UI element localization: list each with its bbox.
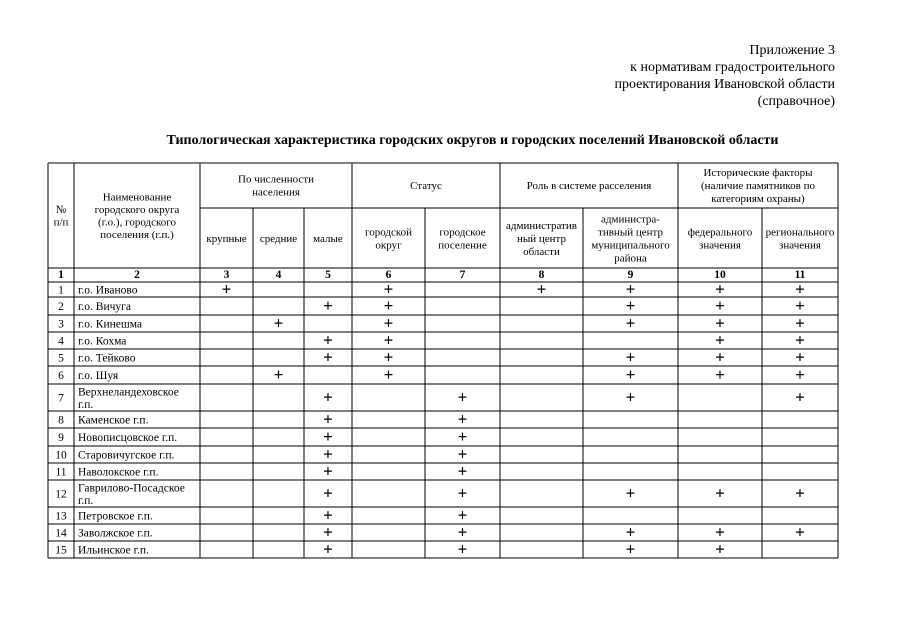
row-number: 4 xyxy=(58,335,64,348)
plus-mark: + xyxy=(323,347,333,367)
plus-mark: + xyxy=(383,365,394,384)
row-name: Каменское г.п. xyxy=(78,414,149,427)
row-name: Верхнеландеховское г.п. xyxy=(78,386,179,411)
plus-mark: + xyxy=(625,522,636,542)
plus-mark: + xyxy=(323,483,333,503)
row-name: Заволжское г.п. xyxy=(78,527,153,540)
plus-mark: + xyxy=(323,461,333,481)
appendix-line: Приложение 3 xyxy=(749,43,835,58)
plus-mark: + xyxy=(323,522,333,542)
column-number: 6 xyxy=(385,269,392,281)
plus-mark: + xyxy=(323,387,333,407)
plus-mark: + xyxy=(795,347,805,367)
plus-mark: + xyxy=(795,313,805,333)
plus-mark: + xyxy=(625,539,636,559)
row-name: Гаврилово-Посадское г.п. xyxy=(78,482,185,507)
plus-mark: + xyxy=(457,461,468,481)
row-number: 11 xyxy=(55,466,67,479)
plus-mark: + xyxy=(457,483,468,503)
column-number: 4 xyxy=(275,269,282,281)
column-number: 3 xyxy=(223,269,230,281)
header-urban-settlement: городское поселение xyxy=(438,226,487,252)
plus-mark: + xyxy=(795,483,805,503)
column-number: 2 xyxy=(134,269,140,281)
header-status: Статус xyxy=(410,180,442,192)
plus-mark: + xyxy=(625,387,636,407)
header-name: Наименование городского округа (г.о.), городского поселения (г.п.) xyxy=(94,191,180,241)
plus-mark: + xyxy=(383,279,394,299)
row-number: 10 xyxy=(55,449,67,462)
plus-mark: + xyxy=(273,313,284,333)
appendix-line: (справочное) xyxy=(757,94,835,109)
plus-mark: + xyxy=(715,483,725,503)
plus-mark: + xyxy=(715,365,725,384)
header-admin-municipal: администра-тивный центр муниципального района xyxy=(591,213,670,265)
plus-mark: + xyxy=(323,409,333,429)
plus-mark: + xyxy=(323,296,333,315)
row-number: 2 xyxy=(58,301,64,313)
header-regional: регионального значения xyxy=(765,226,835,252)
plus-mark: + xyxy=(715,522,725,542)
plus-mark: + xyxy=(715,279,725,299)
plus-mark: + xyxy=(625,365,636,384)
row-name: Старовичугское г.п. xyxy=(78,449,175,462)
row-number: 3 xyxy=(58,318,64,331)
row-number: 7 xyxy=(58,392,64,405)
header-medium: средние xyxy=(259,233,298,245)
plus-mark: + xyxy=(457,427,468,446)
column-number: 8 xyxy=(538,269,545,281)
plus-mark: + xyxy=(323,427,333,446)
column-number: 5 xyxy=(325,269,331,281)
header-number: № п/п xyxy=(53,203,69,229)
plus-mark: + xyxy=(323,444,333,464)
row-name: г.о. Тейково xyxy=(78,352,136,365)
column-number: 10 xyxy=(714,269,726,281)
plus-mark: + xyxy=(383,296,394,315)
plus-mark: + xyxy=(625,483,636,503)
row-number: 6 xyxy=(58,370,64,382)
plus-mark: + xyxy=(536,279,547,299)
row-number: 15 xyxy=(55,544,67,557)
column-number: 7 xyxy=(459,269,466,281)
plus-mark: + xyxy=(795,365,805,384)
plus-mark: + xyxy=(715,330,725,350)
header-admin-region: административ ный центр области xyxy=(506,220,577,258)
plus-mark: + xyxy=(383,347,394,367)
row-name: Петровское г.п. xyxy=(78,510,153,523)
row-name: Ильинское г.п. xyxy=(78,544,149,557)
column-number: 11 xyxy=(794,269,806,281)
row-name: Наволокское г.п. xyxy=(78,466,159,479)
plus-mark: + xyxy=(323,330,333,350)
row-number: 1 xyxy=(58,284,64,297)
plus-mark: + xyxy=(795,387,805,407)
plus-mark: + xyxy=(383,330,394,350)
plus-mark: + xyxy=(457,444,468,464)
header-large: крупные xyxy=(206,233,247,245)
plus-mark: + xyxy=(323,505,333,525)
header-federal: федерального значения xyxy=(687,226,753,252)
appendix-line: проектирования Ивановской области xyxy=(614,77,835,92)
plus-mark: + xyxy=(715,539,725,559)
row-number: 9 xyxy=(58,432,64,444)
plus-mark: + xyxy=(221,279,232,299)
plus-mark: + xyxy=(795,330,805,350)
plus-mark: + xyxy=(457,505,468,525)
plus-mark: + xyxy=(457,387,468,407)
plus-mark: + xyxy=(457,409,468,429)
row-number: 13 xyxy=(55,510,67,523)
header-city-district: городской округ xyxy=(364,226,413,252)
appendix-line: к нормативам градостроительного xyxy=(630,60,835,75)
row-name: г.о. Кохма xyxy=(78,335,127,348)
plus-mark: + xyxy=(795,522,805,542)
plus-mark: + xyxy=(323,539,333,559)
row-number: 5 xyxy=(58,352,64,365)
column-number: 1 xyxy=(58,269,64,281)
plus-mark: + xyxy=(383,313,394,333)
plus-mark: + xyxy=(795,279,805,299)
plus-mark: + xyxy=(715,296,725,315)
row-number: 14 xyxy=(55,527,67,540)
header-population: По численности населения xyxy=(238,173,314,199)
row-number: 12 xyxy=(55,488,67,501)
row-number: 8 xyxy=(58,414,64,427)
row-name: г.о. Вичуга xyxy=(78,301,131,313)
plus-mark: + xyxy=(625,296,636,315)
row-name: г.о. Кинешма xyxy=(78,318,143,331)
row-name: г.о. Иваново xyxy=(78,284,138,297)
column-number: 9 xyxy=(627,269,634,281)
header-small: малые xyxy=(313,233,343,245)
plus-mark: + xyxy=(795,296,805,315)
row-name: Новописцовское г.п. xyxy=(78,432,178,444)
row-name: г.о. Шуя xyxy=(78,370,119,382)
plus-mark: + xyxy=(457,522,468,542)
header-role: Роль в системе расселения xyxy=(526,180,652,192)
plus-mark: + xyxy=(625,313,636,333)
plus-mark: + xyxy=(625,279,636,299)
plus-mark: + xyxy=(457,539,468,559)
plus-mark: + xyxy=(715,313,725,333)
document-title: Типологическая характеристика городских округов и городских поселений Ивановской области xyxy=(166,133,779,148)
plus-mark: + xyxy=(715,347,725,367)
plus-mark: + xyxy=(625,347,636,367)
header-historic: Исторические факторы (наличие памятников по категориям охраны) xyxy=(701,167,815,205)
plus-mark: + xyxy=(273,365,284,384)
